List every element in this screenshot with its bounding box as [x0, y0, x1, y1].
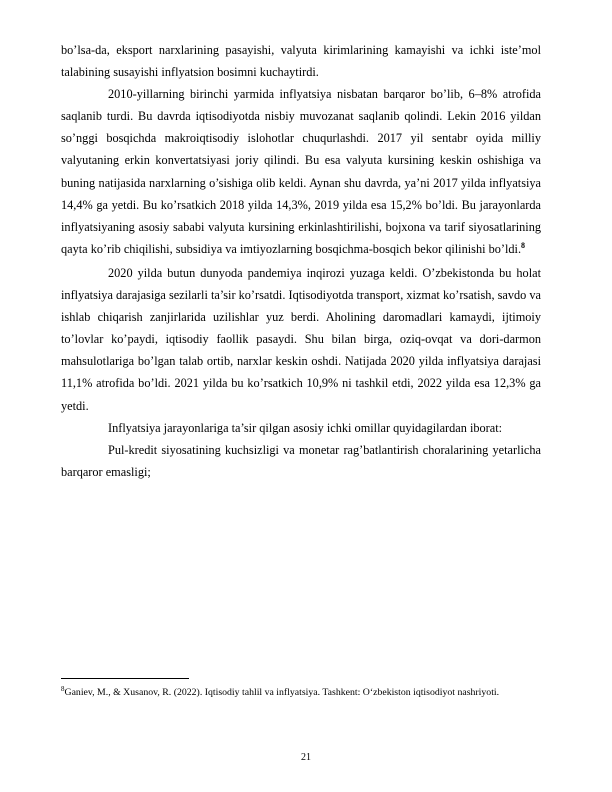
paragraph-text: 2020 yilda butun dunyoda pandemiya inqirozi yuzaga keldi. O’zbekistonda bu holat inflyatsiya darajasiga sezilarli ta’sir ko’rsatdi. Iqtisodiyotda transport, xizmat ko’rsatish, savdo va ishlab chiqarish zanjirlarida uzilishlar yuz berdi. Aholining daromadlari kamaydi, ijtimoiy to’lovlar ko’paydi, iqtisodiy faollik pasaydi. Shu bilan birga, oziq-ovqat va dori-darmon mahsulotlariga bo’lgan talab ortib, narxlar keskin oshdi. Natijada 2020 yilda inflyatsiya darajasi 11,1% atrofida bo’ldi. 2021 yilda bu ko’rsatkich 10,9% ni tashkil etdi, 2022 yilda esa 12,3% ga yetdi. — [61, 265, 541, 413]
paragraph-pandemic — [61, 262, 541, 417]
page-number: 21 — [301, 752, 311, 763]
footnote-reference[interactable]: 8 — [521, 240, 526, 250]
paragraph-internal-factors-intro — [61, 417, 541, 439]
paragraph-text: 2010-yillarning birinchi yarmida inflyatsiya nisbatan barqaror bo’lib, 6–8% atrofida saqlanib turdi. Bu davrda iqtisodiyotda nisbiy muvozanat saqlanib qolindi. Lekin 2016 yildan so’nggi bosqichda makroiqtisodiy islohotlar chuqurlashdi. 2017 yil sentabr oyida milliy valyutaning erkin konvertatsiyasi joriy qilindi. Bu esa valyuta kursining keskin oshishiga va buning natijasida narxlarning o’sishiga olib keldi. Aynan shu davrda, ya’ni 2017 yilda inflyatsiya 14,4% ga yetdi. Bu ko’rsatkich 2018 yilda 14,3%, 2019 yilda esa 15,2% bo’ldi. Bu jarayonlarda inflyatsiyaning asosiy sababi valyuta kursining erkinlashtirilishi, bojxona va tarif siyosatlarining qayta ko’rib chiqilishi, subsidiya va imtiyozlarning bosqichma-bosqich bekor qilinishi bo’ldi. — [61, 87, 541, 256]
paragraph-continuation — [61, 39, 541, 83]
paragraph-inflation-2010s — [61, 83, 541, 262]
footnote — [61, 684, 541, 702]
paragraph-monetary-policy — [61, 439, 541, 483]
paragraph-text: bo’lsa-da, eksport narxlarining pasayishi, valyuta kirimlarining kamayishi va ichki iste’mol talabining susayishi inflyatsion bosimni kuchaytirdi. — [61, 43, 541, 80]
footnote-marker: 8 — [61, 685, 65, 693]
footnote-text: Ganiev, M., & Xusanov, R. (2022). Iqtisodiy tahlil va inflyatsiya. Tashkent: O‘zbekiston iqtisodiyot nashriyoti. — [64, 687, 500, 698]
body-text — [61, 39, 541, 483]
paragraph-text: Inflyatsiya jarayonlariga ta’sir qilgan asosiy ichki omillar quyidagilardan iborat: — [108, 420, 503, 435]
paragraph-text: Pul-kredit siyosatining kuchsizligi va monetar rag’batlantirish choralarining yetarlicha barqaror emasligi; — [61, 442, 541, 479]
footnote-divider — [61, 678, 189, 679]
